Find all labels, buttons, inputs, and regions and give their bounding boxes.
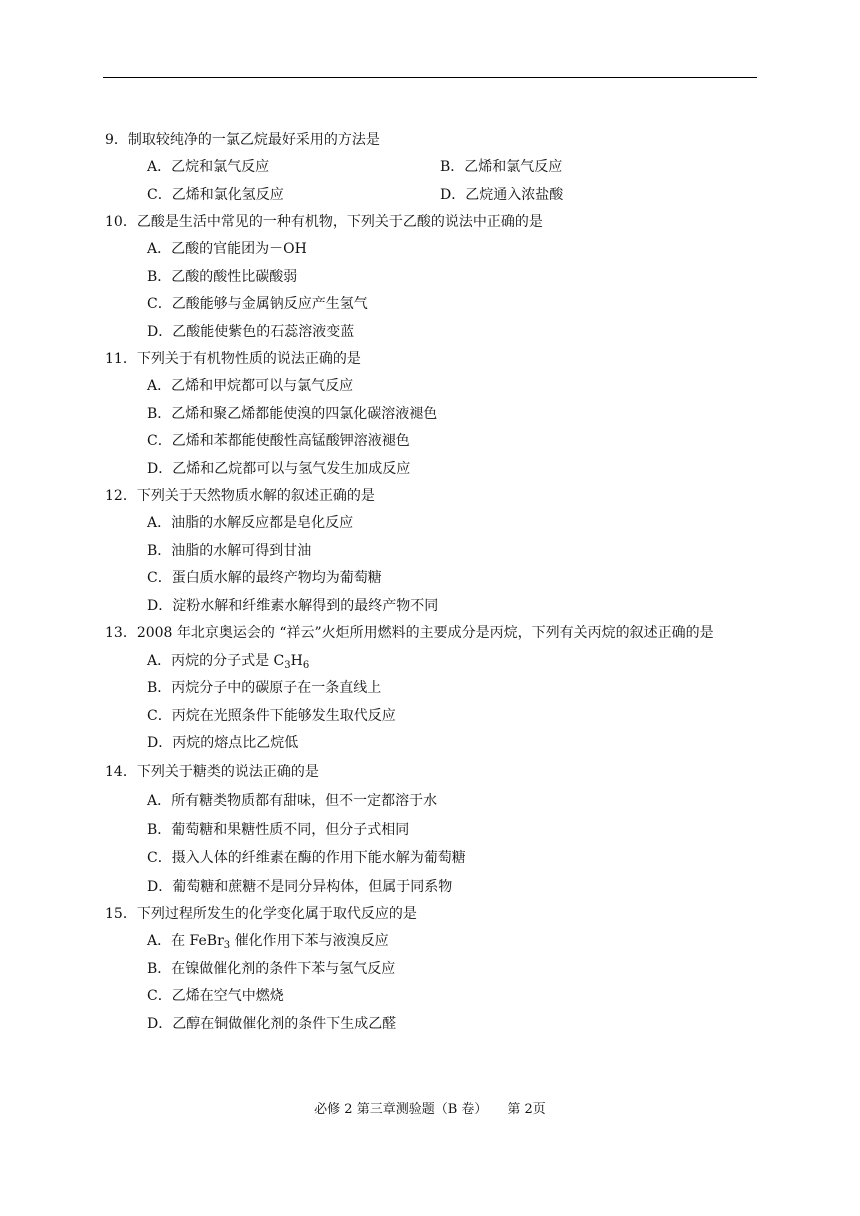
question-15-option-d: D．乙醇在铜做催化剂的条件下生成乙醛: [147, 1016, 397, 1032]
question-11-option-c: C．乙烯和苯都能使酸性高锰酸钾溶液褪色: [147, 433, 410, 449]
question-9-option-a: A．乙烷和氯气反应: [147, 159, 270, 175]
question-12-stem: 12．下列关于天然物质水解的叙述正确的是: [105, 488, 375, 504]
page-number: 第 2页: [507, 1102, 546, 1117]
question-10-stem: 10．乙酸是生活中常见的一种有机物，下列关于乙酸的说法中正确的是: [105, 214, 543, 230]
question-11-option-a: A．乙烯和甲烷都可以与氯气反应: [147, 378, 354, 394]
question-15-option-c: C．乙烯在空气中燃烧: [147, 988, 284, 1004]
option-text-rest: 催化作用下苯与液溴反应: [230, 933, 389, 949]
question-9-stem: 9．制取较纯净的一氯乙烷最好采用的方法是: [105, 132, 380, 148]
question-11-option-b: B．乙烯和聚乙烯都能使溴的四氯化碳溶液褪色: [147, 406, 438, 422]
header-rule: [103, 77, 757, 78]
question-13-stem: 13．2008 年北京奥运会的 “祥云”火炬所用燃料的主要成分是丙烷，下列有关丙烷的叙述正确的是: [105, 625, 714, 641]
question-13-option-d: D．丙烷的熔点比乙烷低: [147, 735, 299, 751]
question-10-option-d: D．乙酸能使紫色的石蕊溶液变蓝: [147, 324, 355, 340]
question-10-option-c: C．乙酸能够与金属钠反应产生氢气: [147, 296, 368, 312]
question-14-stem: 14．下列关于糖类的说法正确的是: [105, 764, 319, 780]
question-12-option-d: D．淀粉水解和纤维素水解得到的最终产物不同: [147, 598, 439, 614]
question-15-option-b: B．在镍做催化剂的条件下苯与氢气反应: [147, 961, 396, 977]
question-14-option-d: D．葡萄糖和蔗糖不是同分异构体，但属于同系物: [147, 879, 453, 895]
option-text: A．在 FeBr: [147, 933, 224, 949]
option-text: A．丙烷的分子式是 C: [147, 653, 285, 669]
subscript: 6: [302, 660, 310, 671]
question-15-stem: 15．下列过程所发生的化学变化属于取代反应的是: [105, 906, 417, 922]
question-11-option-d: D．乙烯和乙烷都可以与氢气发生加成反应: [147, 461, 411, 477]
question-12-option-b: B．油脂的水解可得到甘油: [147, 543, 312, 559]
question-10-option-a: A．乙酸的官能团为－OH: [147, 241, 307, 257]
question-14-option-b: B．葡萄糖和果糖性质不同，但分子式相同: [147, 822, 410, 838]
question-13-option-a: [147, 651, 309, 671]
question-13-option-b: B．丙烷分子中的碳原子在一条直线上: [147, 680, 382, 696]
question-9-option-c: C．乙烯和氯化氢反应: [147, 187, 284, 203]
formula-element: H: [290, 653, 303, 669]
question-13-option-c: C．丙烷在光照条件下能够发生取代反应: [147, 708, 396, 724]
question-10-option-b: B．乙酸的酸性比碳酸弱: [147, 269, 298, 285]
question-11-stem: 11．下列关于有机物性质的说法正确的是: [105, 351, 361, 367]
question-12-option-c: C．蛋白质水解的最终产物均为葡萄糖: [147, 570, 382, 586]
subscript: 3: [284, 660, 291, 671]
question-12-option-a: A．油脂的水解反应都是皂化反应: [147, 515, 354, 531]
footer-title: 必修 2 第三章测验题（B 卷）: [314, 1102, 488, 1117]
question-14-option-a: A．所有糖类物质都有甜味，但不一定都溶于水: [147, 793, 438, 809]
question-9-option-d: D．乙烷通入浓盐酸: [440, 187, 564, 203]
subscript: 3: [223, 940, 231, 951]
question-14-option-c: C．摄入人体的纤维素在酶的作用下能水解为葡萄糖: [147, 850, 466, 866]
question-15-option-a: [147, 931, 389, 951]
page-footer: [0, 1101, 860, 1119]
question-9-option-b: B．乙烯和氯气反应: [440, 159, 563, 175]
